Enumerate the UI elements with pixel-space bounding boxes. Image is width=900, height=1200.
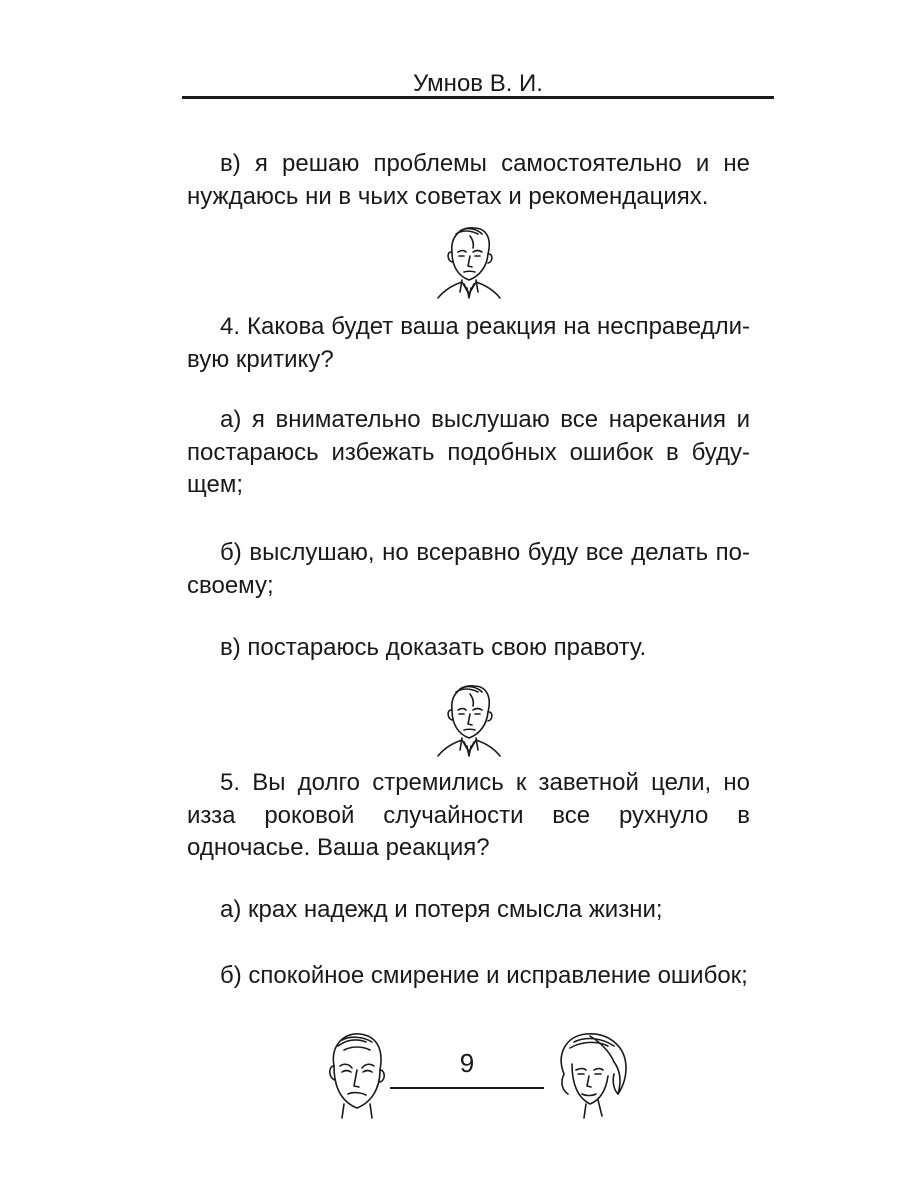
page-number: 9 [459, 1048, 475, 1078]
answer-5b: б) спокойное смирение и исправление ошибок; [220, 962, 748, 989]
man-face-icon [436, 680, 502, 758]
footer-rule [390, 1087, 544, 1089]
woman-face-icon [550, 1028, 634, 1122]
answer-3v: в) я решаю проблемы самостоятельно и не нуждаюсь ни в чьих советах и рекомендациях. [187, 150, 750, 210]
answer-4a: а) я внимательно выслушаю все нарекания и постараюсь избежать подобных ошибок в будущем; [187, 406, 750, 498]
question-5: 5. Вы долго стремились к заветной цели, но изза роковой случайности все рухнуло в одночасье. Ваша реакция? [187, 769, 750, 861]
question-4: 4. Какова будет ваша реакция на несправедливую критику? [187, 313, 750, 373]
running-header: Умнов В. И. [413, 70, 543, 97]
sad-man-face-icon [326, 1030, 388, 1120]
answer-4v: в) постараюсь доказать свою правоту. [220, 634, 647, 661]
header-rule [182, 96, 774, 99]
answer-4b: б) выслушаю, но всеравно буду все делать посвоему; [187, 539, 750, 599]
man-face-icon [436, 222, 502, 300]
answer-5a: а) крах надежд и потеря смысла жизни; [220, 896, 663, 923]
